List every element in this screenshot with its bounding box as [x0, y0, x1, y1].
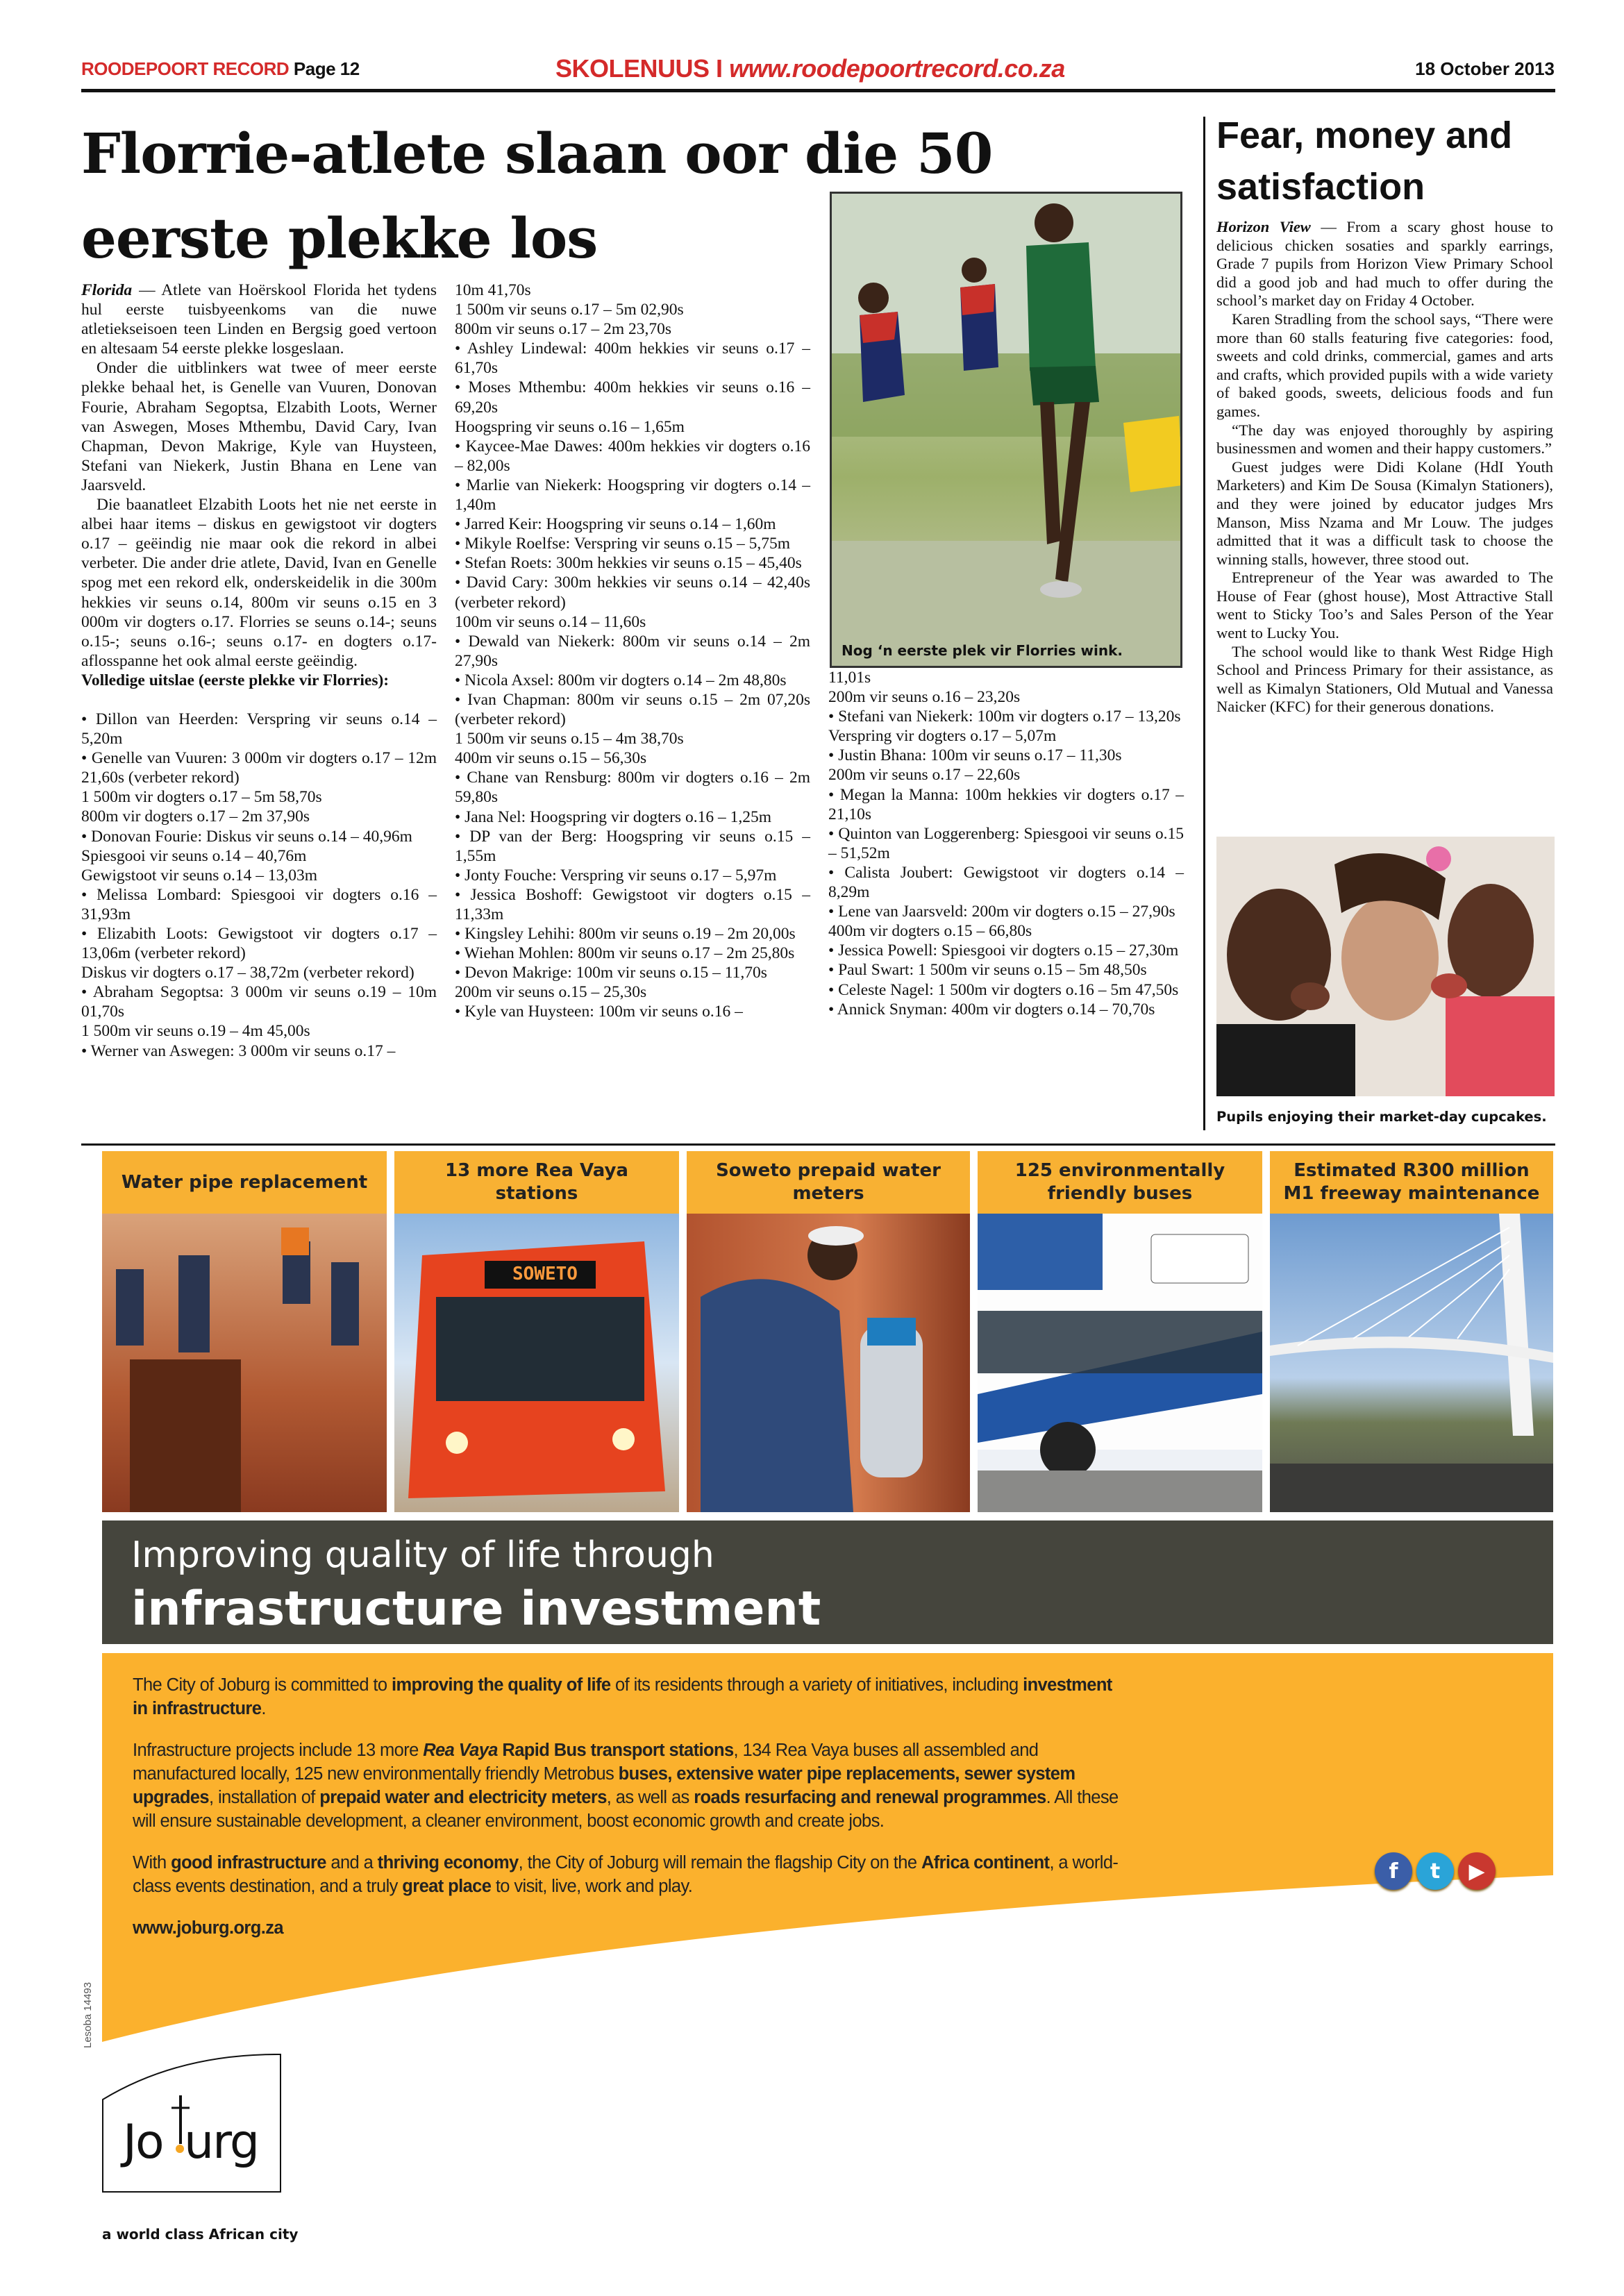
paragraph: [455, 944, 810, 963]
ad-body-text: [133, 1673, 1119, 1958]
paragraph: [828, 726, 1184, 746]
paragraph: [81, 495, 437, 671]
paragraph: [1216, 310, 1553, 421]
paragraph: [81, 748, 437, 787]
emphasis-text: buses, extensive water pipe replacements, sewer system upgrades: [133, 1764, 1075, 1807]
paragraph: [81, 846, 437, 866]
paragraph: [828, 687, 1184, 707]
paragraph: [455, 768, 810, 807]
paragraph: [455, 319, 810, 339]
paragraph: [455, 924, 810, 944]
ad-paragraph: [133, 1673, 1119, 1720]
paragraph-text: 10m 41,70s: [455, 281, 531, 299]
paragraph: [455, 573, 810, 612]
pupils-illustration: [1216, 837, 1555, 1096]
youtube-icon[interactable]: ▶: [1458, 1852, 1496, 1890]
text: The City of Joburg is committed to: [133, 1675, 392, 1695]
paragraph: [455, 280, 810, 300]
water-pipe-photo: [102, 1214, 387, 1512]
social-icons: [1375, 1852, 1496, 1890]
paragraph-text: 400m vir seuns o.15 – 56,30s: [455, 749, 647, 768]
paragraph-text: • Genelle van Vuuren: 3 000m vir dogters o.17 – 12m 21,60s (verbeter rekord): [81, 749, 437, 787]
paragraph: [455, 982, 810, 1002]
paragraph-text: • Wiehan Mohlen: 800m vir seuns o.17 – 2m 25,80s: [455, 944, 795, 963]
joburg-logo-mark: [102, 2054, 284, 2193]
runner-illustration: [832, 194, 1182, 668]
paragraph: [1216, 421, 1553, 458]
paragraph: [828, 668, 1184, 687]
text: , a world-class events destination, and a truly: [133, 1853, 1119, 1896]
paragraph-text: 1 500m vir seuns o.19 – 4m 45,00s: [81, 1022, 310, 1041]
emphasis-text: investment in infrastructure: [133, 1675, 1112, 1718]
paragraph-text: • Marlie van Niekerk: Hoogspring vir dogters o.14 – 1,40m: [455, 476, 810, 514]
paragraph-text: • Kaycee-Mae Dawes: 400m hekkies vir dogters o.16 – 82,00s: [455, 437, 810, 475]
paragraph-text: • Devon Makrige: 100m vir seuns o.15 – 11,70s: [455, 964, 767, 982]
paragraph: [455, 963, 810, 982]
paragraph: [828, 980, 1184, 1000]
paragraph-text: 1 500m vir seuns o.15 – 4m 38,70s: [455, 730, 684, 748]
sidebar-headline: Fear, money and satisfaction: [1216, 115, 1513, 208]
paragraph: [455, 807, 810, 827]
emphasis-text: roads resurfacing and renewal programmes: [694, 1788, 1046, 1807]
paragraph-text: 100m vir seuns o.14 – 11,60s: [455, 612, 646, 631]
paragraph: [81, 807, 437, 826]
paragraph-text: • Nicola Axsel: 800m vir dogters o.14 – 2m 48,80s: [455, 671, 787, 689]
paragraph: [455, 514, 810, 534]
meter-worker-illustration: [687, 1214, 970, 1512]
section-header: [555, 54, 1065, 83]
paragraph-text: Diskus vir dogters o.17 – 38,72m (verbeter rekord): [81, 964, 415, 982]
paragraph-text: • Dewald van Niekerk: 800m vir seuns o.14 – 2m 27,90s: [455, 632, 810, 670]
text: , installation of: [208, 1788, 320, 1807]
text: of its residents through a variety of initiatives, including: [610, 1675, 1023, 1695]
paragraph-text: • Calista Joubert: Gewigstoot vir dogters o.14 – 8,29m: [828, 863, 1184, 902]
paragraph: [455, 729, 810, 748]
water-meter-photo: [687, 1214, 970, 1512]
paragraph: [455, 748, 810, 768]
banner-subtitle: Improving quality of life through: [131, 1534, 714, 1576]
paragraph: [828, 863, 1184, 902]
emphasis-text: Rea Vaya: [423, 1741, 498, 1760]
paragraph-text: 200m vir seuns o.15 – 25,30s: [455, 983, 647, 1002]
article-column-1: [81, 280, 437, 1061]
ad-paragraph: [133, 1738, 1119, 1833]
paper-name: ROODEPOORT RECORD: [81, 58, 290, 79]
paragraph: [455, 476, 810, 514]
paragraph-text: 800m vir dogters o.17 – 2m 37,90s: [81, 807, 310, 826]
paragraph: [455, 339, 810, 378]
paragraph-text: Die baanatleet Elzabith Loots het nie net eerste in albei haar items – diskus en gewigstoot vir dogters o.17 – geëindig nie maar ook die rekord in albei verbeter. Die ander drie atlete, David, Ivan en Genelle spog met een rekord elk, onderskeidelik in die 300m hekkies vir seuns o.14, 800m vir seuns o.15 en 3 000m vir dogters o.17. Florries se seuns o.14-; seuns o.15-; seuns o.16-; seuns o.17- en dogters o.17-aflosspanne het ook almal eerste geëindig.: [81, 496, 437, 670]
issue-date: 18 October 2013: [1415, 58, 1555, 79]
paragraph-text: Karen Stradling from the school says, “There were more than 60 stalls featuring five categories: food, sweets and cold drinks, commercial, games and arts and crafts, which provided pupils with a wide variety of baked goods, sweets, delicious foods and fun games.: [1216, 310, 1553, 420]
ad-paragraph: [133, 1851, 1119, 1898]
section-name: SKOLENUUS: [555, 54, 710, 83]
paragraph-text: 800m vir seuns o.17 – 2m 23,70s: [455, 320, 672, 339]
paragraph-text: • Stefani van Niekerk: 100m vir dogters o.17 – 13,20s: [828, 707, 1181, 726]
paragraph-text: • Jonty Fouche: Verspring vir seuns o.17 – 5,97m: [455, 866, 777, 885]
paragraph-text: • Mikyle Roelfse: Verspring vir seuns o.15 – 5,75m: [455, 535, 790, 553]
paragraph: [1216, 458, 1553, 569]
paragraph-text: • Abraham Segoptsa: 3 000m vir seuns o.19 – 10m 01,70s: [81, 983, 437, 1021]
paragraph-text: 1 500m vir dogters o.17 – 5m 58,70s: [81, 788, 322, 807]
paragraph: [81, 827, 437, 846]
paragraph-text: • Chane van Rensburg: 800m vir dogters o.16 – 2m 59,80s: [455, 769, 810, 807]
paragraph: [455, 690, 810, 729]
paragraph: [81, 710, 437, 748]
paragraph-text: • Dillon van Heerden: Verspring vir seuns o.14 – 5,20m: [81, 710, 437, 748]
pupils-cupcakes-photo: [1216, 837, 1555, 1096]
paragraph: [455, 885, 810, 924]
paragraph-text: — From a scary ghost house to delicious chicken sosaties and sparkly earrings, Grade 7 pupils from Horizon View Primary School did a good job and had much to offer during the school’s market day on Friday 4 October.: [1216, 218, 1554, 310]
paragraph: [81, 924, 437, 963]
header-rule: [81, 89, 1555, 92]
article-headline: Florrie-atlete slaan oor die 50 eerste plekke los: [81, 121, 993, 271]
paragraph: [828, 765, 1184, 785]
emphasis-text: great place: [402, 1877, 492, 1896]
paragraph: [828, 824, 1184, 863]
paragraph-text: 200m vir seuns o.16 – 23,20s: [828, 688, 1021, 707]
photo-caption: Pupils enjoying their market-day cupcakes.: [1216, 1109, 1547, 1125]
paragraph-text: • Megan la Manna: 100m hekkies vir dogters o.17 – 21,10s: [828, 785, 1184, 823]
paragraph: [455, 632, 810, 671]
paragraph: [81, 358, 437, 495]
text: and a: [326, 1853, 378, 1872]
website-link[interactable]: www.roodepoortrecord.co.za: [729, 54, 1065, 83]
paragraph-text: • Melissa Lombard: Spiesgooi vir dogters o.16 – 31,93m: [81, 885, 437, 923]
facebook-icon[interactable]: f: [1375, 1852, 1412, 1890]
paragraph-text: Gewigstoot vir seuns o.14 – 13,03m: [81, 866, 318, 885]
ad-panel-title: Soweto prepaid water meters: [687, 1151, 970, 1214]
paragraph: [81, 982, 437, 1021]
paragraph-text: • Paul Swart: 1 500m vir seuns o.15 – 5m 48,50s: [828, 961, 1147, 980]
sidebar-article-body: [1216, 218, 1553, 717]
paragraph: [81, 1041, 437, 1061]
paragraph-text: Volledige uitslae (eerste plekke vir Florries):: [81, 671, 390, 689]
twitter-icon[interactable]: t: [1416, 1852, 1454, 1890]
page-number: Page 12: [293, 58, 360, 79]
paragraph-text: • Donovan Fourie: Diskus vir seuns o.14 – 40,96m: [81, 827, 412, 846]
bus-destination-sign: SOWETO: [512, 1264, 578, 1284]
paragraph: [828, 902, 1184, 921]
paragraph: [455, 827, 810, 866]
emphasis-text: thriving economy: [377, 1853, 519, 1872]
ad-panel-title: 125 environmentally friendly buses: [978, 1151, 1262, 1214]
paragraph-text: • Lene van Jaarsveld: 200m vir dogters o.15 – 27,90s: [828, 903, 1175, 921]
paragraph-text: 200m vir seuns o.17 – 22,60s: [828, 766, 1021, 785]
bridge-illustration: [1270, 1214, 1553, 1512]
paragraph-text: • David Cary: 300m hekkies vir seuns o.14 – 42,40s (verbeter rekord): [455, 573, 810, 612]
spacer: [81, 690, 437, 710]
text: . All these will ensure sustainable development, a cleaner environment, boost economic growth and create jobs.: [133, 1788, 1119, 1831]
text: .: [261, 1699, 266, 1718]
paragraph-text: • Kingsley Lehihi: 800m vir seuns o.19 – 2m 20,00s: [455, 925, 796, 944]
section-rule: [81, 1143, 1555, 1146]
paragraph: [1216, 569, 1553, 642]
rea-vaya-bus-photo: [394, 1214, 679, 1512]
masthead-paper-name: [81, 58, 360, 80]
column-divider: [1203, 117, 1205, 1130]
paragraph: [81, 280, 437, 358]
paragraph: [455, 300, 810, 319]
athlete-photo: [830, 192, 1182, 668]
paragraph: [455, 1002, 810, 1021]
paragraph-text: 11,01s: [828, 669, 871, 687]
emphasis-text: Africa continent: [921, 1853, 1050, 1872]
workers-illustration: [102, 1214, 387, 1512]
paragraph: [828, 960, 1184, 980]
paragraph: [828, 746, 1184, 765]
paragraph-text: — Atlete van Hoërskool Florida het tydens hul eerste tuisbyeenkoms van die nuwe atletiekseisoen teen Linden en Bergsig goed vertoon en altesaam 54 eerste plekke losgeslaan.: [81, 281, 437, 358]
dateline: Horizon View: [1216, 218, 1311, 235]
paragraph: [1216, 218, 1553, 310]
emphasis-text: prepaid water and electricity meters: [319, 1788, 607, 1807]
paragraph: [455, 417, 810, 437]
paragraph-text: • Jarred Keir: Hoogspring vir seuns o.14 – 1,60m: [455, 515, 776, 534]
paragraph: [81, 866, 437, 885]
paragraph: [81, 963, 437, 982]
paragraph-text: • Jana Nel: Hoogspring vir dogters o.16 – 1,25m: [455, 807, 771, 826]
paragraph: [455, 553, 810, 573]
ad-panel-title: Water pipe replacement: [102, 1151, 387, 1214]
paragraph: [455, 612, 810, 632]
ad-paragraph: [133, 1916, 1119, 1940]
text: With: [133, 1853, 171, 1872]
m1-freeway-bridge-photo: [1270, 1214, 1553, 1512]
paragraph: [455, 671, 810, 690]
paragraph-text: • Werner van Aswegen: 3 000m vir seuns o.17 –: [81, 1041, 396, 1060]
paragraph-text: • Justin Bhana: 100m vir seuns o.17 – 11,30s: [828, 746, 1122, 765]
paragraph-text: • Stefan Roets: 300m hekkies vir seuns o.15 – 45,40s: [455, 554, 802, 573]
paragraph: [81, 671, 437, 690]
paragraph: [455, 534, 810, 553]
paragraph-text: • Annick Snyman: 400m vir dogters o.14 – 70,70s: [828, 1000, 1155, 1019]
paragraph-text: • Jessica Powell: Spiesgooi vir dogters o.15 – 27,30m: [828, 941, 1179, 960]
emphasis-text: www.joburg.org.za: [133, 1918, 283, 1938]
dateline: Florida: [81, 281, 133, 299]
paragraph-text: • DP van der Berg: Hoogspring vir seuns o.15 – 1,55m: [455, 827, 810, 865]
paragraph-text: • Moses Mthembu: 400m hekkies vir seuns o.16 – 69,20s: [455, 378, 810, 417]
paragraph: [1216, 643, 1553, 717]
banner-title: infrastructure investment: [131, 1582, 821, 1636]
paragraph-text: 400m vir dogters o.15 – 66,80s: [828, 922, 1032, 941]
paragraph: [81, 787, 437, 807]
logo-tagline: a world class African city: [102, 2226, 299, 2243]
paragraph-text: The school would like to thank West Ridge High School and Princess Primary for their assistance, as well as Kimalyn Stationers, Old Mutual and Vanessa Naicker (KFC) for their generous donations.: [1216, 642, 1553, 716]
paragraph-text: • Kyle van Huysteen: 100m vir seuns o.16 –: [455, 1003, 743, 1021]
photo-caption: Nog ‘n eerste plek vir Florries wink.: [842, 642, 1123, 659]
paragraph-text: “The day was enjoyed thoroughly by aspiring businessmen and women and their happy customers.”: [1216, 421, 1553, 458]
paragraph: [828, 785, 1184, 824]
emphasis-text: Rapid Bus transport stations: [497, 1741, 734, 1760]
text: , 134 Rea Vaya buses all assembled and manufactured locally, 125 new environmentally friendly Metrobus: [133, 1741, 1039, 1784]
paragraph: [81, 885, 437, 924]
text: , as well as: [606, 1788, 694, 1807]
paragraph: [455, 437, 810, 476]
paragraph-text: Onder die uitblinkers wat twee of meer eerste plekke behaal het, is Genelle van Vuuren, Donovan Fourie, Abraham Segoptsa, Elzabith Loots, Werner van Aswegen, Moses Mthembu, David Cary, Ivan Chapman, Devon Makrige, Kyle van Huysteen, Stefani van Niekerk, Justin Bhana en Lene van Jaarsveld.: [81, 359, 437, 494]
text: , the City of Joburg will remain the flagship City on the: [518, 1853, 921, 1872]
paragraph: [828, 941, 1184, 960]
paragraph-text: Spiesgooi vir seuns o.14 – 40,76m: [81, 846, 307, 865]
article-column-2: [455, 280, 810, 1022]
paragraph-text: • Elizabith Loots: Gewigstoot vir dogters o.17 – 13,06m (verbeter rekord): [81, 925, 437, 963]
paragraph-text: Guest judges were Didi Kolane (HdI Youth Marketers) and Kim De Sousa (Kimalyn Stationers), and they were joined by educator judges Mrs Manson, Miss Nzama and Mr Louw. The judges admitted that it was a difficult task to choose the winning stalls, however, three stood out.: [1216, 458, 1553, 568]
emphasis-text: improving the quality of life: [391, 1675, 611, 1695]
agency-code: Lesoba 14493: [82, 1981, 94, 2048]
paragraph: [828, 1000, 1184, 1019]
bus-illustration: [394, 1214, 679, 1512]
paragraph: [828, 707, 1184, 726]
paragraph-text: Hoogspring vir seuns o.16 – 1,65m: [455, 417, 685, 436]
paragraph: [455, 378, 810, 417]
paragraph-text: 1 500m vir seuns o.17 – 5m 02,90s: [455, 301, 684, 319]
separator: I: [716, 54, 723, 83]
emphasis-text: good infrastructure: [171, 1853, 326, 1872]
paragraph: [455, 866, 810, 885]
ad-panel-title: 13 more Rea Vaya stations: [394, 1151, 679, 1214]
paragraph: [828, 921, 1184, 941]
paragraph-text: Verspring vir dogters o.17 – 5,07m: [828, 727, 1057, 746]
metrobus-illustration: [978, 1214, 1262, 1512]
text: Infrastructure projects include 13 more: [133, 1741, 424, 1760]
joburg-logo[interactable]: [102, 2054, 284, 2193]
ad-panel-title: Estimated R300 million M1 freeway maintenance: [1270, 1151, 1553, 1214]
svg-text:Jo: Jo: [123, 2115, 163, 2170]
paragraph-text: • Ivan Chapman: 800m vir seuns o.15 – 2m 07,20s (verbeter rekord): [455, 690, 810, 729]
paragraph-text: Entrepreneur of the Year was awarded to The House of Fear (ghost house), Most Attractive Stall went to Sticky Too’s and Sales Person of the Year went to Lucky You.: [1216, 569, 1553, 642]
article-column-3: [828, 668, 1184, 1019]
paragraph-text: • Quinton van Loggerenberg: Spiesgooi vir seuns o.15 – 51,52m: [828, 824, 1184, 862]
paragraph-text: • Ashley Lindewal: 400m hekkies vir seuns o.17 – 61,70s: [455, 340, 810, 378]
svg-text:urg: urg: [184, 2115, 259, 2170]
paragraph-text: • Jessica Boshoff: Gewigstoot vir dogters o.15 – 11,33m: [455, 885, 810, 923]
text: to visit, live, work and play.: [491, 1877, 693, 1896]
metrobus-photo: [978, 1214, 1262, 1512]
paragraph: [81, 1021, 437, 1041]
paragraph-text: • Celeste Nagel: 1 500m vir dogters o.16 – 5m 47,50s: [828, 980, 1179, 999]
ad-banner: [102, 1520, 1553, 1644]
